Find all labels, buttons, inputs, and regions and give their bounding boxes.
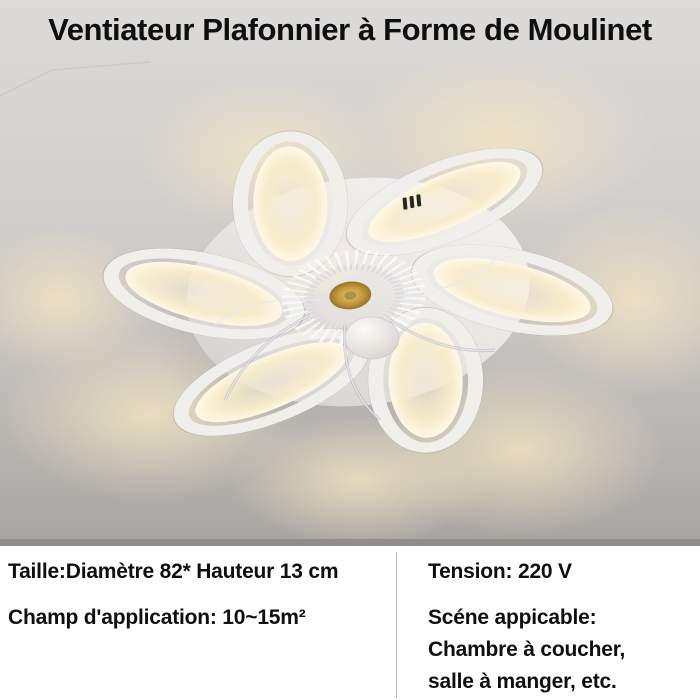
spec-scene-title: Scéne appicable: [428, 606, 597, 629]
product-title: Ventiateur Plafonnier à Forme de Moulinet [48, 12, 652, 47]
column-divider [396, 552, 397, 698]
spec-size: Taille:Diamètre 82* Hauteur 13 cm [8, 560, 339, 583]
specs-panel [0, 546, 700, 700]
spec-area: Champ d'application: 10~15m² [8, 606, 306, 629]
spec-scene-line-2: salle à manger, etc. [428, 670, 617, 693]
spec-voltage: Tension: 220 V [428, 560, 572, 583]
motor-dome [345, 317, 399, 359]
photo-bottom-edge [0, 539, 700, 546]
spec-scene-line-1: Chambre à coucher, [428, 638, 626, 661]
